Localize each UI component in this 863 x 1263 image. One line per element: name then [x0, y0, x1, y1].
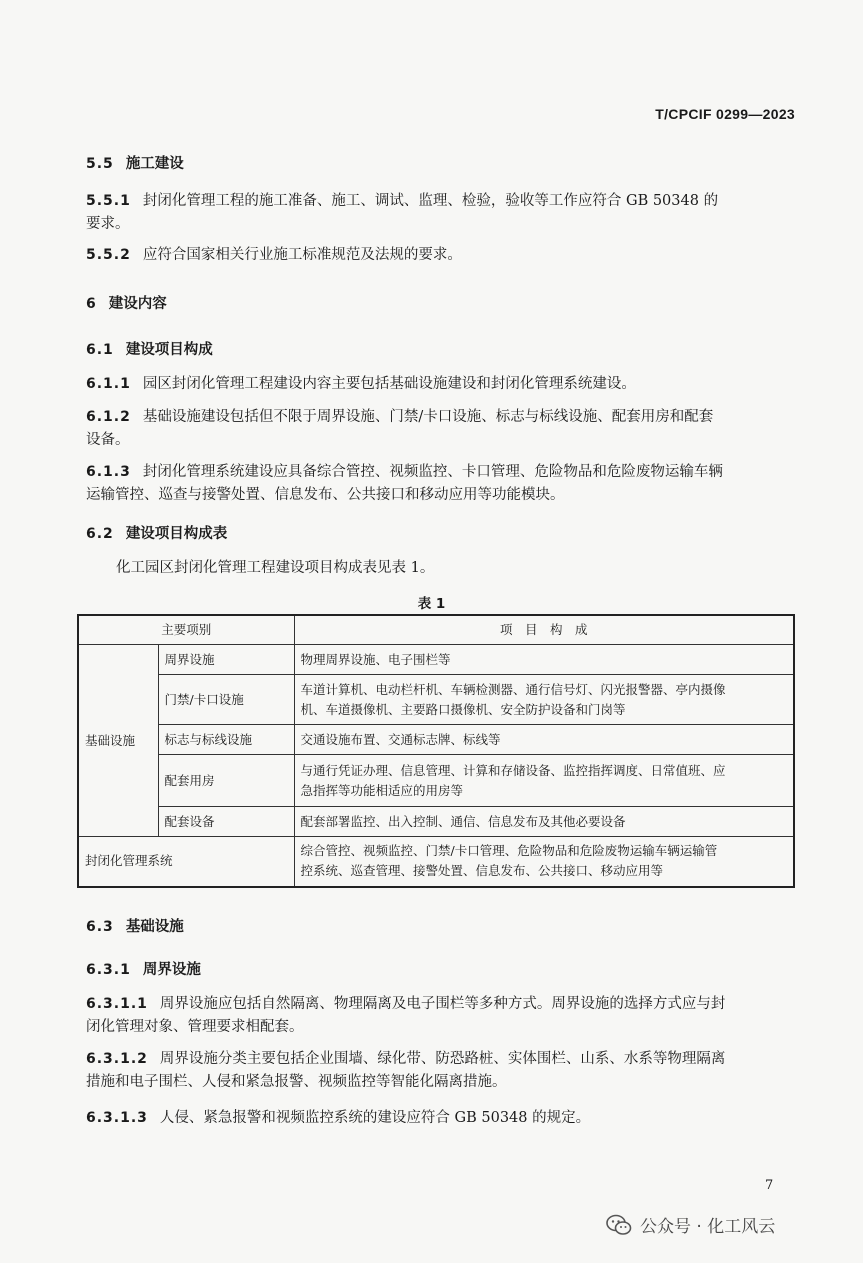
section-6-heading: 6 建设内容: [86, 296, 167, 312]
row-name: 周界设施: [158, 645, 294, 675]
row-composition: 综合管控、视频监控、门禁/卡口管理、危险物品和危险废物运输车辆运输管 控系统、巡查管理、接警处置、信息发布、公共接口、移动应用等: [294, 837, 794, 887]
construction-items-table: [77, 614, 795, 888]
row-name: 配套用房: [158, 755, 294, 807]
table-caption: 表 1: [417, 596, 446, 612]
clause-5-5-2: 5.5.2 应符合国家相关行业施工标准规范及法规的要求。: [86, 247, 462, 263]
clause-6-3-1-3: 6.3.1.3 人侵、紧急报警和视频监控系统的建设应符合 GB 50348 的规定。: [86, 1110, 591, 1126]
table-row: [78, 755, 794, 807]
table-header-row: [78, 615, 794, 645]
row-composition: 交通设施布置、交通标志牌、标线等: [294, 725, 794, 755]
header-composition: 项 目 构 成: [294, 615, 794, 645]
row-composition: 车道计算机、电动栏杆机、车辆检测器、通行信号灯、闪光报警器、亭内摄像 机、车道摄像机、主要路口摄像机、安全防护设备和门岗等: [294, 675, 794, 725]
clause-6-1-1: 6.1.1 园区封闭化管理工程建设内容主要包括基础设施建设和封闭化管理系统建设。: [86, 376, 636, 392]
table-row: [78, 645, 794, 675]
clause-6-1-3: 6.1.3 封闭化管理系统建设应具备综合管控、视频监控、卡口管理、危险物品和危险废物运输车辆 运输管控、巡查与接警处置、信息发布、公共接口和移动应用等功能模块。: [86, 464, 723, 503]
row-composition: 与通行凭证办理、信息管理、计算和存储设备、监控指挥调度、日常值班、应 急指挥等功能相适应的用房等: [294, 755, 794, 807]
wechat-icon: [606, 1214, 632, 1236]
watermark: 公众号 · 化工风云: [606, 1212, 775, 1237]
clause-6-3-1-1: 6.3.1.1 周界设施应包括自然隔离、物理隔离及电子围栏等多种方式。周界设施的选择方式应与封 闭化管理对象、管理要求相配套。: [86, 996, 726, 1035]
row-name: 门禁/卡口设施: [158, 675, 294, 725]
group-label-management-system: 封闭化管理系统: [78, 837, 294, 887]
clause-5-5-1: 5.5.1 封闭化管理工程的施工准备、施工、调试、监理、检验，验收等工作应符合 GB 50348 的 要求。: [86, 193, 719, 232]
section-6-1-heading: 6.1 建设项目构成: [86, 342, 213, 358]
table-row: [78, 807, 794, 837]
table-intro: 化工园区封闭化管理工程建设项目构成表见表 1。: [116, 560, 435, 576]
table-row: [78, 675, 794, 725]
table-row: [78, 837, 794, 887]
header-main-category: 主要项别: [78, 615, 294, 645]
section-6-3-1-heading: 6.3.1 周界设施: [86, 962, 201, 978]
section-6-3-heading: 6.3 基础设施: [86, 919, 184, 935]
row-name: 标志与标线设施: [158, 725, 294, 755]
standard-code: T/CPCIF 0299—2023: [655, 106, 795, 122]
clause-6-1-2: 6.1.2 基础设施建设包括但不限于周界设施、门禁/卡口设施、标志与标线设施、配套用房和配套 设备。: [86, 409, 714, 448]
row-name: 配套设备: [158, 807, 294, 837]
row-composition: 配套部署监控、出入控制、通信、信息发布及其他必要设备: [294, 807, 794, 837]
section-6-2-heading: 6.2 建设项目构成表: [86, 526, 228, 542]
clause-6-3-1-2: 6.3.1.2 周界设施分类主要包括企业围墙、绿化带、防恐路桩、实体围栏、山系、水系等物理隔离 措施和电子围栏、人侵和紧急报警、视频监控等智能化隔离措施。: [86, 1051, 726, 1090]
row-composition: 物理周界设施、电子围栏等: [294, 645, 794, 675]
section-5-5-heading: 5.5 施工建设: [86, 156, 184, 172]
group-label-infrastructure: 基础设施: [78, 645, 158, 837]
page-number: 7: [765, 1178, 774, 1193]
table-row: [78, 725, 794, 755]
